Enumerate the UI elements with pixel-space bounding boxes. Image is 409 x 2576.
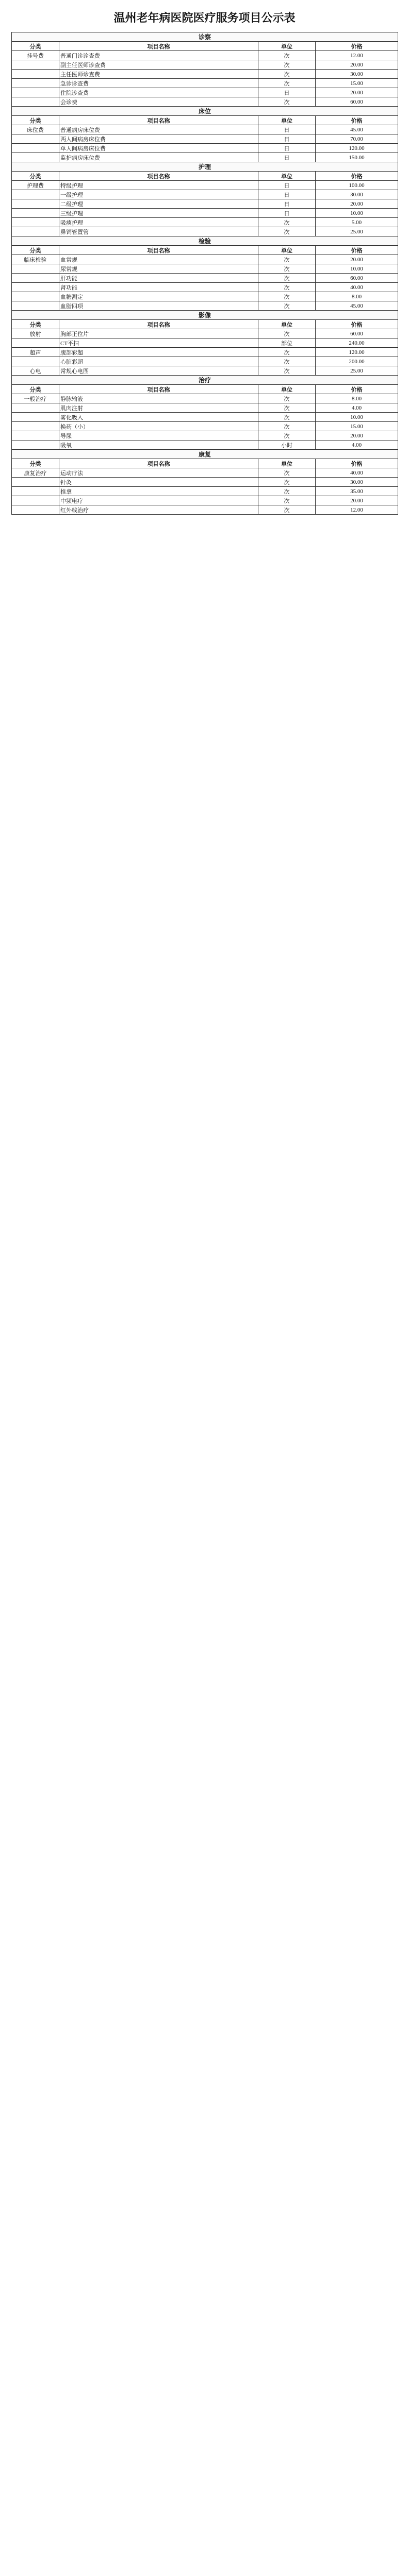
table-row — [12, 338, 398, 348]
column-header-row — [12, 42, 398, 51]
item-name-cell: 三级护理 — [59, 209, 258, 218]
category-cell: 放射 — [12, 329, 59, 338]
item-name-cell: 推拿 — [59, 487, 258, 496]
unit-cell: 日 — [258, 190, 316, 199]
price-cell: 15.00 — [316, 79, 398, 88]
column-header-2: 项目名称 — [59, 116, 258, 125]
unit-cell: 次 — [258, 505, 316, 515]
unit-cell: 次 — [258, 496, 316, 505]
section-title-row — [12, 236, 398, 246]
unit-cell: 次 — [258, 79, 316, 88]
table-row — [12, 394, 398, 403]
unit-cell: 次 — [258, 431, 316, 440]
category-cell: 临床检验 — [12, 255, 59, 264]
unit-cell: 次 — [258, 329, 316, 338]
column-header-3: 单位 — [258, 42, 316, 51]
item-name-cell: 副主任医师诊查费 — [59, 60, 258, 70]
item-name-cell: 单人间病房床位费 — [59, 144, 258, 153]
item-name-cell: 会诊费 — [59, 97, 258, 107]
unit-cell: 次 — [258, 348, 316, 357]
table-row — [12, 218, 398, 227]
unit-cell: 次 — [258, 487, 316, 496]
price-cell: 120.00 — [316, 348, 398, 357]
table-row — [12, 227, 398, 236]
price-table-container — [11, 32, 398, 515]
category-cell — [12, 292, 59, 301]
section-title-row — [12, 311, 398, 320]
category-cell — [12, 209, 59, 218]
category-cell: 心电 — [12, 366, 59, 376]
column-header-1: 分类 — [12, 385, 59, 394]
item-name-cell: 两人间病房床位费 — [59, 134, 258, 144]
price-cell: 30.00 — [316, 190, 398, 199]
unit-cell: 小时 — [258, 440, 316, 450]
category-cell — [12, 70, 59, 79]
item-name-cell: 雾化吸入 — [59, 413, 258, 422]
section-title: 治疗 — [12, 376, 398, 385]
column-header-2: 项目名称 — [59, 320, 258, 329]
section-title-row — [12, 107, 398, 116]
price-cell: 70.00 — [316, 134, 398, 144]
price-cell: 20.00 — [316, 431, 398, 440]
column-header-4: 价格 — [316, 320, 398, 329]
item-name-cell: 主任医师诊查费 — [59, 70, 258, 79]
table-row — [12, 51, 398, 60]
price-cell: 10.00 — [316, 264, 398, 274]
section-title: 诊察 — [12, 32, 398, 42]
price-table-body — [12, 32, 398, 515]
item-name-cell: 住院诊查费 — [59, 88, 258, 97]
table-row — [12, 329, 398, 338]
price-cell: 40.00 — [316, 283, 398, 292]
table-row — [12, 283, 398, 292]
unit-cell: 日 — [258, 144, 316, 153]
column-header-row — [12, 320, 398, 329]
category-cell: 挂号费 — [12, 51, 59, 60]
item-name-cell: 换药（小） — [59, 422, 258, 431]
unit-cell: 次 — [258, 218, 316, 227]
price-cell: 20.00 — [316, 88, 398, 97]
price-cell: 25.00 — [316, 366, 398, 376]
price-cell: 60.00 — [316, 97, 398, 107]
price-cell: 5.00 — [316, 218, 398, 227]
category-cell — [12, 496, 59, 505]
table-row — [12, 487, 398, 496]
column-header-3: 单位 — [258, 246, 316, 255]
page-title: 温州老年病医院医疗服务项目公示表 — [113, 11, 296, 24]
price-cell: 12.00 — [316, 505, 398, 515]
column-header-row — [12, 172, 398, 181]
item-name-cell: 急诊诊查费 — [59, 79, 258, 88]
table-row — [12, 97, 398, 107]
column-header-4: 价格 — [316, 385, 398, 394]
category-cell — [12, 79, 59, 88]
price-cell: 100.00 — [316, 181, 398, 190]
price-cell: 60.00 — [316, 329, 398, 338]
unit-cell: 次 — [258, 255, 316, 264]
item-name-cell: 肾功能 — [59, 283, 258, 292]
price-cell: 40.00 — [316, 468, 398, 478]
price-table — [11, 32, 398, 515]
category-cell — [12, 88, 59, 97]
column-header-3: 单位 — [258, 385, 316, 394]
table-row — [12, 403, 398, 413]
item-name-cell: 一级护理 — [59, 190, 258, 199]
table-row — [12, 79, 398, 88]
table-row — [12, 60, 398, 70]
table-row — [12, 199, 398, 209]
item-name-cell: 常规心电图 — [59, 366, 258, 376]
category-cell — [12, 274, 59, 283]
category-cell — [12, 478, 59, 487]
table-row — [12, 292, 398, 301]
price-cell: 8.00 — [316, 292, 398, 301]
category-cell — [12, 199, 59, 209]
column-header-1: 分类 — [12, 172, 59, 181]
column-header-2: 项目名称 — [59, 459, 258, 468]
column-header-row — [12, 246, 398, 255]
item-name-cell: 针灸 — [59, 478, 258, 487]
price-cell: 20.00 — [316, 60, 398, 70]
price-cell: 45.00 — [316, 301, 398, 311]
item-name-cell: 普通门诊诊查费 — [59, 51, 258, 60]
price-cell: 240.00 — [316, 338, 398, 348]
table-row — [12, 478, 398, 487]
column-header-4: 价格 — [316, 459, 398, 468]
column-header-3: 单位 — [258, 459, 316, 468]
unit-cell: 日 — [258, 181, 316, 190]
unit-cell: 日 — [258, 199, 316, 209]
table-row — [12, 366, 398, 376]
column-header-2: 项目名称 — [59, 42, 258, 51]
table-row — [12, 348, 398, 357]
price-cell: 20.00 — [316, 199, 398, 209]
item-name-cell: 红外线治疗 — [59, 505, 258, 515]
column-header-3: 单位 — [258, 172, 316, 181]
price-cell: 30.00 — [316, 478, 398, 487]
unit-cell: 次 — [258, 357, 316, 366]
category-cell — [12, 97, 59, 107]
column-header-4: 价格 — [316, 116, 398, 125]
unit-cell: 次 — [258, 60, 316, 70]
category-cell — [12, 413, 59, 422]
item-name-cell: 吸痰护理 — [59, 218, 258, 227]
price-cell: 10.00 — [316, 413, 398, 422]
price-cell: 45.00 — [316, 125, 398, 134]
category-cell — [12, 487, 59, 496]
table-row — [12, 440, 398, 450]
item-name-cell: 血糖测定 — [59, 292, 258, 301]
unit-cell: 次 — [258, 274, 316, 283]
section-title-row — [12, 450, 398, 459]
item-name-cell: 吸氧 — [59, 440, 258, 450]
unit-cell: 次 — [258, 97, 316, 107]
unit-cell: 次 — [258, 394, 316, 403]
item-name-cell: 监护病房床位费 — [59, 153, 258, 162]
category-cell — [12, 301, 59, 311]
unit-cell: 次 — [258, 478, 316, 487]
table-row — [12, 431, 398, 440]
price-cell: 4.00 — [316, 440, 398, 450]
category-cell — [12, 440, 59, 450]
unit-cell: 次 — [258, 403, 316, 413]
table-row — [12, 357, 398, 366]
price-cell: 15.00 — [316, 422, 398, 431]
item-name-cell: CT平扫 — [59, 338, 258, 348]
category-cell — [12, 505, 59, 515]
item-name-cell: 中频电疗 — [59, 496, 258, 505]
price-cell: 10.00 — [316, 209, 398, 218]
column-header-3: 单位 — [258, 116, 316, 125]
section-title-row — [12, 376, 398, 385]
table-row — [12, 255, 398, 264]
item-name-cell: 心脏彩超 — [59, 357, 258, 366]
section-title-row — [12, 162, 398, 172]
table-row — [12, 422, 398, 431]
column-header-row — [12, 385, 398, 394]
unit-cell: 日 — [258, 88, 316, 97]
price-cell: 8.00 — [316, 394, 398, 403]
price-cell: 20.00 — [316, 255, 398, 264]
category-cell: 床位费 — [12, 125, 59, 134]
section-title: 检验 — [12, 236, 398, 246]
table-row — [12, 190, 398, 199]
item-name-cell: 鼻饲管置管 — [59, 227, 258, 236]
column-header-1: 分类 — [12, 42, 59, 51]
item-name-cell: 运动疗法 — [59, 468, 258, 478]
unit-cell: 日 — [258, 125, 316, 134]
table-row — [12, 144, 398, 153]
category-cell — [12, 227, 59, 236]
price-cell: 20.00 — [316, 496, 398, 505]
item-name-cell: 腹部彩超 — [59, 348, 258, 357]
category-cell: 康复治疗 — [12, 468, 59, 478]
column-header-1: 分类 — [12, 459, 59, 468]
category-cell — [12, 153, 59, 162]
section-title-row — [12, 32, 398, 42]
unit-cell: 日 — [258, 153, 316, 162]
category-cell: 护理费 — [12, 181, 59, 190]
category-cell — [12, 422, 59, 431]
column-header-row — [12, 459, 398, 468]
column-header-2: 项目名称 — [59, 246, 258, 255]
unit-cell: 日 — [258, 209, 316, 218]
category-cell — [12, 190, 59, 199]
category-cell: 一般治疗 — [12, 394, 59, 403]
table-row — [12, 70, 398, 79]
unit-cell: 次 — [258, 366, 316, 376]
item-name-cell: 尿常规 — [59, 264, 258, 274]
unit-cell: 日 — [258, 134, 316, 144]
column-header-2: 项目名称 — [59, 172, 258, 181]
table-row — [12, 301, 398, 311]
column-header-1: 分类 — [12, 116, 59, 125]
category-cell — [12, 338, 59, 348]
section-title: 护理 — [12, 162, 398, 172]
table-row — [12, 274, 398, 283]
table-row — [12, 264, 398, 274]
category-cell — [12, 283, 59, 292]
unit-cell: 次 — [258, 70, 316, 79]
category-cell: 超声 — [12, 348, 59, 357]
item-name-cell: 特级护理 — [59, 181, 258, 190]
item-name-cell: 普通病房床位费 — [59, 125, 258, 134]
table-row — [12, 209, 398, 218]
section-title: 影像 — [12, 311, 398, 320]
table-row — [12, 125, 398, 134]
price-cell: 4.00 — [316, 403, 398, 413]
item-name-cell: 血常规 — [59, 255, 258, 264]
unit-cell: 次 — [258, 301, 316, 311]
unit-cell: 次 — [258, 51, 316, 60]
price-cell: 12.00 — [316, 51, 398, 60]
column-header-row — [12, 116, 398, 125]
table-row — [12, 153, 398, 162]
price-cell: 120.00 — [316, 144, 398, 153]
unit-cell: 部位 — [258, 338, 316, 348]
column-header-2: 项目名称 — [59, 385, 258, 394]
category-cell — [12, 60, 59, 70]
table-row — [12, 134, 398, 144]
column-header-4: 价格 — [316, 42, 398, 51]
price-cell: 30.00 — [316, 70, 398, 79]
category-cell — [12, 431, 59, 440]
table-row — [12, 505, 398, 515]
price-cell: 25.00 — [316, 227, 398, 236]
category-cell — [12, 218, 59, 227]
table-row — [12, 496, 398, 505]
price-cell: 35.00 — [316, 487, 398, 496]
table-row — [12, 468, 398, 478]
price-cell: 60.00 — [316, 274, 398, 283]
category-cell — [12, 403, 59, 413]
unit-cell: 次 — [258, 413, 316, 422]
unit-cell: 次 — [258, 283, 316, 292]
item-name-cell: 血脂四项 — [59, 301, 258, 311]
item-name-cell: 静脉输液 — [59, 394, 258, 403]
unit-cell: 次 — [258, 264, 316, 274]
item-name-cell: 二级护理 — [59, 199, 258, 209]
section-title: 康复 — [12, 450, 398, 459]
table-row — [12, 88, 398, 97]
table-row — [12, 181, 398, 190]
category-cell — [12, 144, 59, 153]
table-row — [12, 413, 398, 422]
column-header-3: 单位 — [258, 320, 316, 329]
category-cell — [12, 264, 59, 274]
price-cell: 200.00 — [316, 357, 398, 366]
category-cell — [12, 357, 59, 366]
unit-cell: 次 — [258, 468, 316, 478]
item-name-cell: 导尿 — [59, 431, 258, 440]
column-header-4: 价格 — [316, 172, 398, 181]
item-name-cell: 肌肉注射 — [59, 403, 258, 413]
item-name-cell: 胸部正位片 — [59, 329, 258, 338]
unit-cell: 次 — [258, 292, 316, 301]
category-cell — [12, 134, 59, 144]
column-header-4: 价格 — [316, 246, 398, 255]
unit-cell: 次 — [258, 227, 316, 236]
item-name-cell: 肝功能 — [59, 274, 258, 283]
column-header-1: 分类 — [12, 246, 59, 255]
section-title: 床位 — [12, 107, 398, 116]
unit-cell: 次 — [258, 422, 316, 431]
price-cell: 150.00 — [316, 153, 398, 162]
column-header-1: 分类 — [12, 320, 59, 329]
